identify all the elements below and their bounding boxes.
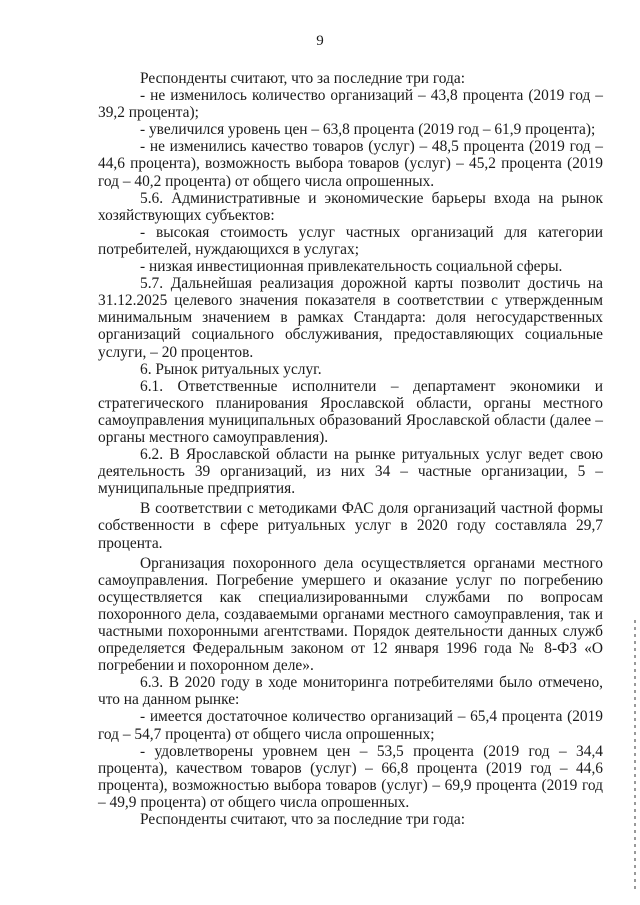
section-heading-ritual-services: 6. Рынок ритуальных услуг. xyxy=(140,360,322,378)
paragraph-section-6-2: 6.2. В Ярославской области на рынке ритуальных услуг ведет свою деятельность 39 организаций, из них 34 – частные организации, 5 – муниципальные предприятия. xyxy=(98,446,603,498)
paragraph-bullet-price-level: - увеличился уровень цен – 63,8 процента (2019 год – 61,9 процента); xyxy=(140,121,596,139)
paragraph-respondents-intro: Респонденты считают, что за последние три года: xyxy=(140,70,465,87)
paragraph-bullet-sufficient-organizations: - имеется достаточное количество организаций – 65,4 процента (2019 год – 54,7 процента) от общего числа опрошенных; xyxy=(98,708,603,743)
paragraph-section-5-6: 5.6. Административные и экономические барьеры входа на рынок хозяйствующих субъектов: xyxy=(98,189,603,224)
paragraph-bullet-satisfaction: - удовлетворены уровнем цен – 53,5 процента (2019 год – 34,4 процента), качеством товаров (услуг) – 66,8 процента (2019 год – 44,6 процента), возможностью выбора товаров (услуг) – 69,9 процента (2019 год – 49,9 процента) от общего числа опрошенных. xyxy=(98,742,603,811)
scan-edge-artifact xyxy=(634,620,636,890)
paragraph-section-6-1: 6.1. Ответственные исполнители – департамент экономики и стратегического планирования Ярославской области, органы местного самоуправления муниципальных образований Ярославской области (далее – органы местного самоуправления). xyxy=(98,377,603,446)
paragraph-bullet-low-investment: - низкая инвестиционная привлекательность социальной сферы. xyxy=(140,258,563,276)
paragraph-bullet-quality-choice: - не изменились качество товаров (услуг) – 48,5 процента (2019 год – 44,6 процента), возможность выбора товаров (услуг) – 45,2 процента (2019 год – 40,2 процента) от общего числа опрошенных. xyxy=(98,138,603,190)
paragraph-section-5-7: 5.7. Дальнейшая реализация дорожной карты позволит достичь на 31.12.2025 целевого значения показателя в соответствии с утвержденным минимальным значением в рамках Стандарта: доля негосударственных организаций социального обслуживания, предоставляющих социальные услуги, – 20 процентов. xyxy=(98,275,603,361)
paragraph-respondents-closing: Респонденты считают, что за последние три года: xyxy=(140,811,465,829)
paragraph-bullet-organizations-count: - не изменилось количество организаций – 43,8 процента (2019 год – 39,2 процента); xyxy=(98,87,603,122)
document-body xyxy=(98,70,603,828)
paragraph-bullet-high-cost: - высокая стоимость услуг частных организаций для категории потребителей, нуждающихся в услугах; xyxy=(98,223,603,258)
paragraph-fas-methodology: В соответствии с методиками ФАС доля организаций частной формы собственности в сфере ритуальных услуг в 2020 году составляла 29,7 процента. xyxy=(98,500,603,552)
paragraph-funeral-organization: Организация похоронного дела осуществляется органами местного самоуправления. Погребение умершего и оказание услуг по погребению осуществляется как специализированными службами по вопросам похоронного дела, создаваемыми органами местного самоуправления, так и частными похоронными агентствами. Порядок деятельности данных служб определяется Федеральным законом от 12 января 1996 года № 8-ФЗ «О погребении и похоронном деле». xyxy=(98,554,603,675)
page-number: 9 xyxy=(316,33,324,49)
paragraph-section-6-3: 6.3. В 2020 году в ходе мониторинга потребителями было отмечено, что на данном рынке: xyxy=(98,674,603,709)
